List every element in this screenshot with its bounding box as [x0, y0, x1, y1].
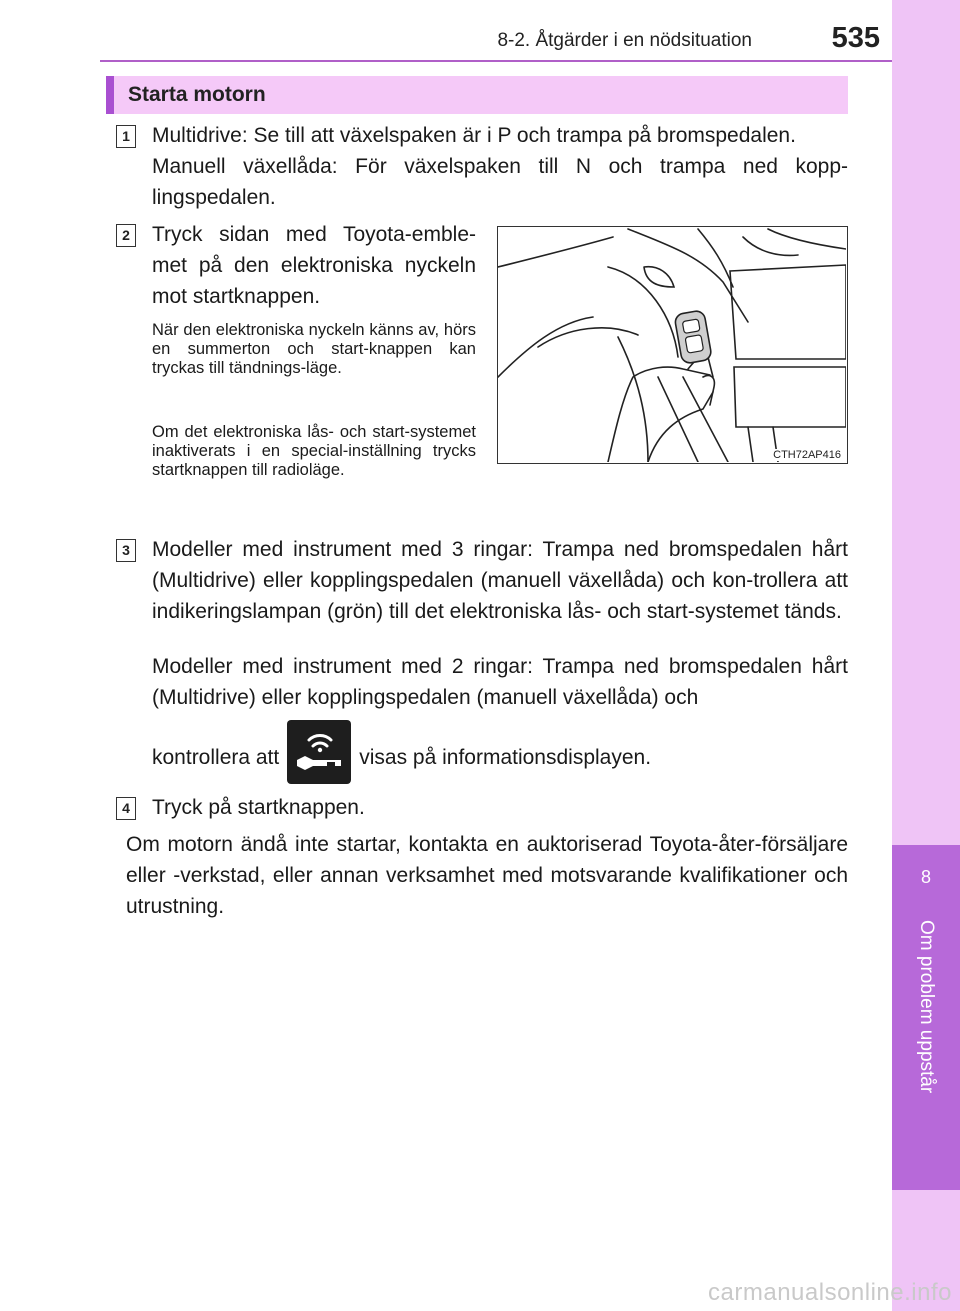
- step-2-main: Tryck sidan med Toyota-emble-met på den elektroniska nyckeln mot startknappen.: [152, 223, 476, 308]
- page-number: 535: [831, 22, 880, 54]
- illustration-hand-key: [497, 226, 848, 464]
- chapter-tab-box[interactable]: [892, 845, 960, 1190]
- step-1-line2: Manuell växellåda: För växelspaken till N och trampa ned kopp-lingspedalen.: [152, 155, 848, 209]
- step-1-line1: Multidrive: Se till att växelspaken är i P och trampa på bromspedalen.: [152, 124, 796, 147]
- key-wifi-indicator-icon: [287, 720, 351, 784]
- step-3-para-3: [152, 722, 848, 794]
- step-4-text: Tryck på startknappen.: [152, 796, 365, 819]
- header-section-title: 8-2. Åtgärder i en nödsituation: [497, 30, 752, 51]
- section-title: Starta motorn: [106, 76, 848, 114]
- step-3-text-after-icon: visas på informationsdisplayen.: [359, 746, 652, 769]
- closing-paragraph: Om motorn ändå inte startar, kontakta en auktoriserad Toyota-åter-försäljare eller -verkstad, eller annan verksamhet med motsvarande kvalifikationer och utrustning.: [126, 833, 848, 918]
- step-number-1: 1: [116, 125, 136, 148]
- chapter-number: 8: [920, 867, 931, 887]
- watermark: carmanualsonline.info: [708, 1279, 952, 1306]
- step-number-4: 4: [116, 797, 136, 820]
- page-header: [0, 0, 892, 62]
- chapter-label: Om problem uppstår: [916, 920, 937, 1094]
- step-3-para-1: Modeller med instrument med 3 ringar: Trampa ned bromspedalen hårt (Multidrive) eller kopplingspedalen (manuell växellåda) och kon-trollera att indikeringslampan (grön) till det elektroniska lås- och start-systemet tänds.: [152, 538, 848, 623]
- header-rule: [100, 60, 892, 62]
- step-number-2: 2: [116, 224, 136, 247]
- step-number-3: 3: [116, 539, 136, 562]
- step-2-note-1: När den elektroniska nyckeln känns av, hörs en summerton och start-knappen kan tryckas till tändnings-läge.: [152, 321, 476, 377]
- step-3-para-2: Modeller med instrument med 2 ringar: Trampa ned bromspedalen hårt (Multidrive) eller kopplingspedalen (manuell växellåda) och: [152, 655, 848, 709]
- step-3-text-before-icon: kontrollera att: [152, 746, 280, 769]
- chapter-side-tab: [892, 0, 960, 1311]
- hand-pressing-key-illustration: [498, 227, 846, 462]
- illustration-code: CTH72AP416: [773, 449, 841, 461]
- step-2-note-2: Om det elektroniska lås- och start-systemet inaktiverats i en special-inställning trycks startknappen till radioläge.: [152, 423, 476, 479]
